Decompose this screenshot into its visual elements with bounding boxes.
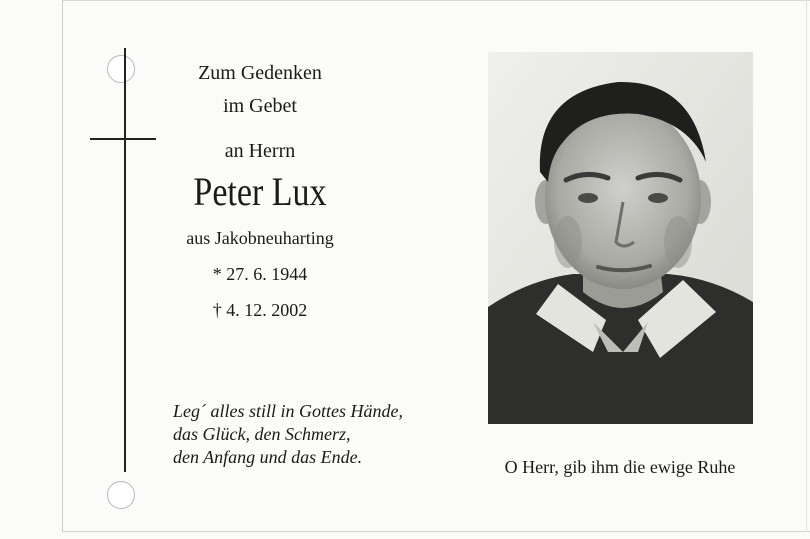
punch-hole-bottom <box>107 481 135 509</box>
verse-line: Leg´ alles still in Gottes Hände, <box>173 401 403 421</box>
dedication-line-1: Zum Gedenken <box>198 62 322 84</box>
cross-icon-horizontal <box>90 138 156 140</box>
portrait-photo <box>488 52 753 424</box>
memorial-verse <box>173 400 403 469</box>
card-edge-top <box>62 0 810 1</box>
punch-hole-top <box>107 55 135 83</box>
dedication-line-3: an Herrn <box>224 140 296 162</box>
cross-icon-vertical <box>124 48 126 472</box>
photo-caption: O Herr, gib ihm die ewige Ruhe <box>504 457 736 477</box>
verse-line: den Anfang und das Ende. <box>173 447 363 467</box>
dedication-line-2: im Gebet <box>223 95 297 117</box>
deceased-name: Peter Lux <box>193 169 327 214</box>
deceased-origin: aus Jakobneuharting <box>186 228 334 248</box>
card-edge-bottom <box>62 531 810 532</box>
death-date: † 4. 12. 2002 <box>212 300 308 320</box>
verse-line: das Glück, den Schmerz, <box>173 424 351 444</box>
portrait-illustration <box>488 52 753 424</box>
card-edge-right <box>806 0 807 532</box>
card-edge-left <box>62 0 63 532</box>
birth-date: * 27. 6. 1944 <box>212 264 308 284</box>
